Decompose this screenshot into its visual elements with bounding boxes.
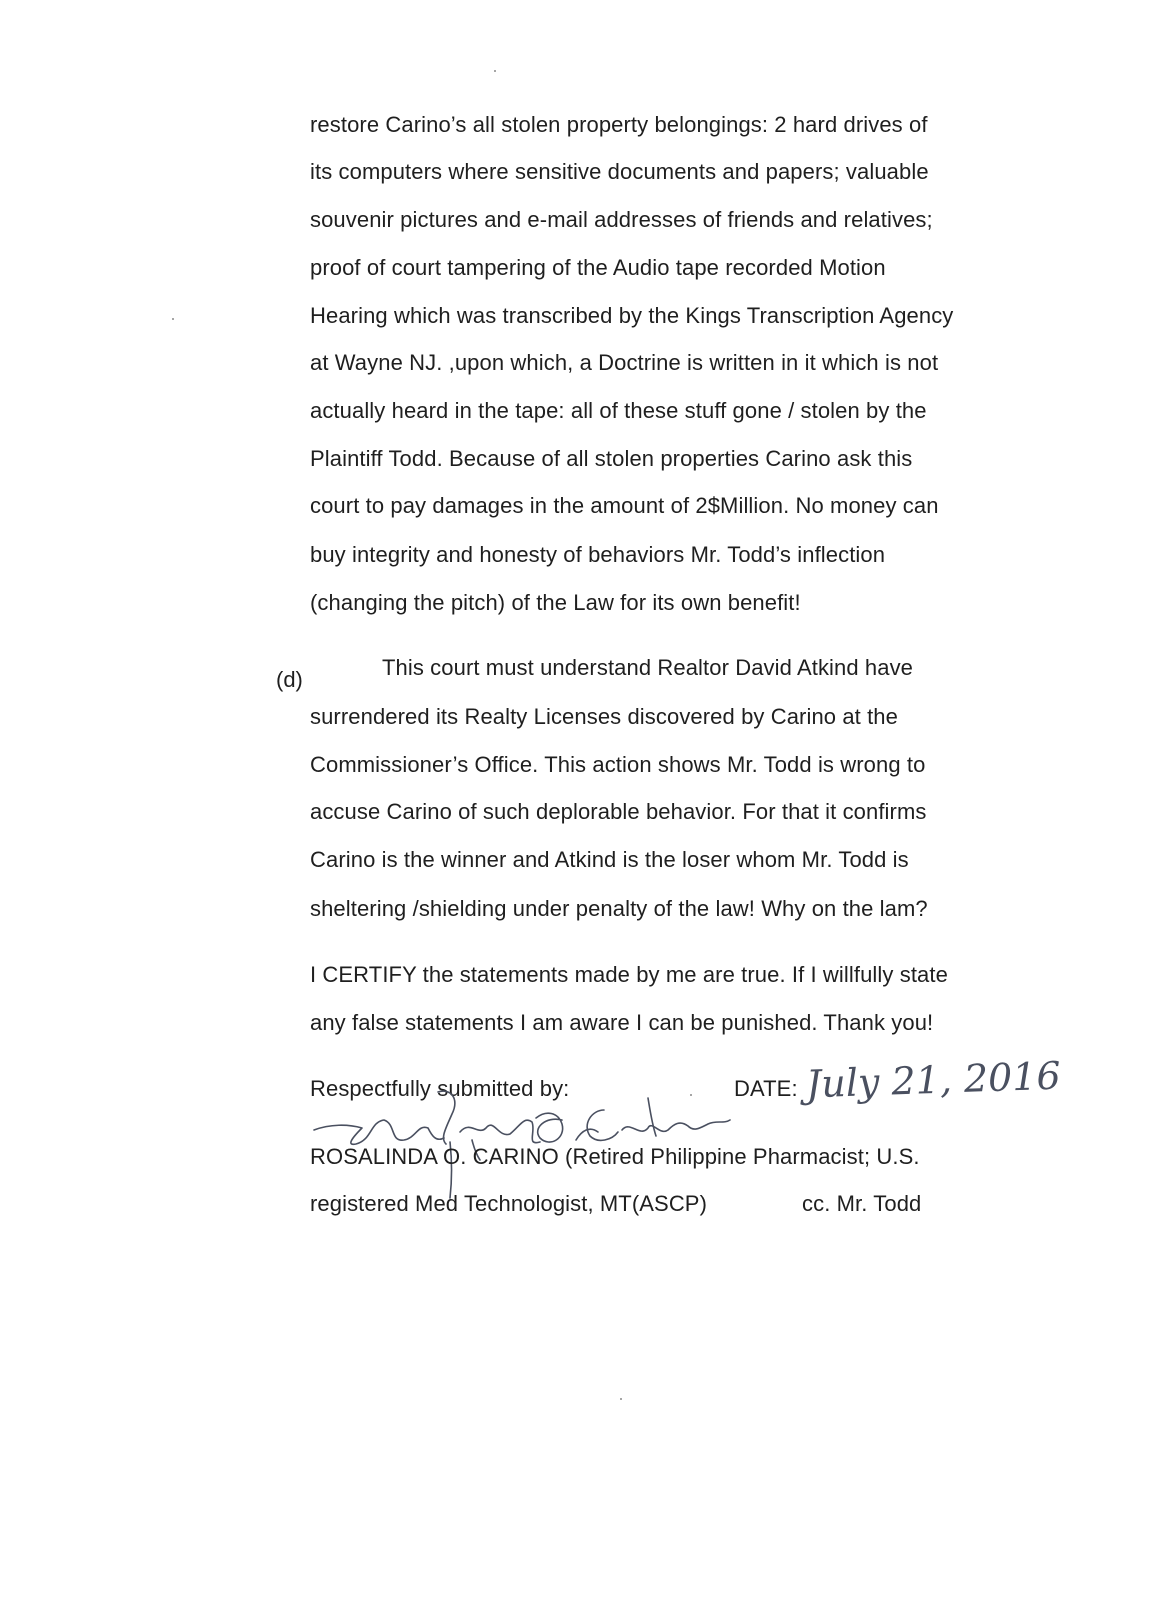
certification-line: I CERTIFY the statements made by me are true. If I willfully state — [310, 962, 948, 987]
signature-icon — [300, 1080, 760, 1200]
cc-line: cc. Mr. Todd — [802, 1191, 922, 1216]
paragraph-line: (changing the pitch) of the Law for its own benefit! — [310, 590, 801, 615]
paragraph-line: souvenir pictures and e-mail addresses of friends and relatives; — [310, 207, 933, 232]
paragraph-line: proof of court tampering of the Audio tape recorded Motion — [310, 255, 886, 280]
paragraph-line: Hearing which was transcribed by the Kings Transcription Agency — [310, 303, 954, 328]
paragraph-line: Plaintiff Todd. Because of all stolen properties Carino ask this — [310, 446, 913, 471]
scan-speck — [620, 1398, 622, 1400]
paragraph-line: actually heard in the tape: all of these stuff gone / stolen by the — [310, 398, 927, 423]
signer-credentials: registered Med Technologist, MT(ASCP) — [310, 1191, 708, 1216]
paragraph-line: its computers where sensitive documents and papers; valuable — [310, 159, 929, 184]
paragraph-line: sheltering /shielding under penalty of the law! Why on the lam? — [310, 896, 928, 921]
paragraph-line: restore Carino’s all stolen property belongings: 2 hard drives of — [310, 112, 928, 137]
submitted-by-label: Respectfully submitted by: — [310, 1076, 570, 1101]
paragraph-label: (d) — [276, 667, 303, 692]
paragraph-line: court to pay damages in the amount of 2$Million. No money can — [310, 493, 939, 518]
scan-speck — [494, 70, 496, 72]
paragraph-line: at Wayne NJ. ,upon which, a Doctrine is written in it which is not — [310, 350, 939, 375]
handwritten-date: July 21, 2016 — [805, 1053, 1062, 1107]
paragraph-line: Carino is the winner and Atkind is the loser whom Mr. Todd is — [310, 847, 909, 872]
paragraph-line: buy integrity and honesty of behaviors Mr. Todd’s inflection — [310, 542, 886, 567]
scan-speck — [172, 318, 174, 320]
signer-name: ROSALINDA O. CARINO (Retired Philippine Pharmacist; U.S. — [310, 1144, 920, 1169]
paragraph-line: Commissioner’s Office. This action shows Mr. Todd is wrong to — [310, 752, 926, 777]
paragraph-line: surrendered its Realty Licenses discovered by Carino at the — [310, 704, 898, 729]
paragraph-line: This court must understand Realtor David Atkind have — [382, 655, 914, 680]
certification-line: any false statements I am aware I can be punished. Thank you! — [310, 1010, 934, 1035]
paragraph-line: accuse Carino of such deplorable behavior. For that it confirms — [310, 799, 927, 824]
date-label: DATE: — [734, 1076, 798, 1101]
